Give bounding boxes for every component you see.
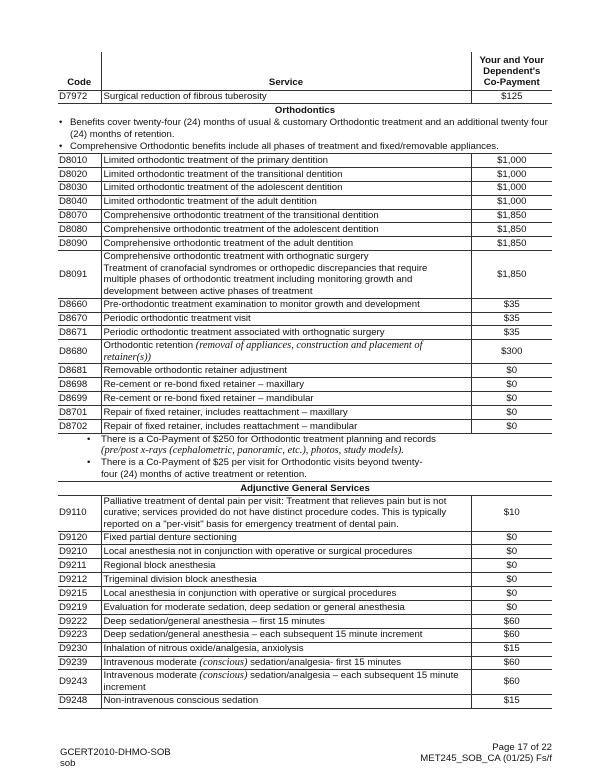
service-description: Limited orthodontic treatment of the adolescent dentition bbox=[101, 181, 471, 195]
table-row bbox=[58, 154, 552, 168]
table-header-row bbox=[58, 52, 552, 90]
procedure-code: D8680 bbox=[58, 340, 101, 364]
table-row bbox=[58, 587, 552, 601]
procedure-code: D8091 bbox=[58, 251, 101, 298]
section-title-adjunctive: Adjunctive General Services bbox=[58, 481, 552, 495]
procedure-code: D8080 bbox=[58, 223, 101, 237]
service-description: Removable orthodontic retainer adjustment bbox=[101, 364, 471, 378]
table-row bbox=[58, 531, 552, 545]
copay-amount: $1,850 bbox=[471, 209, 552, 223]
table-row bbox=[58, 392, 552, 406]
service-description: Deep sedation/general anesthesia – first 15 minutes bbox=[101, 614, 471, 628]
procedure-code: D8699 bbox=[58, 392, 101, 406]
table-row bbox=[58, 167, 552, 181]
table-row bbox=[58, 209, 552, 223]
table-row bbox=[58, 628, 552, 642]
service-text: Intravenous moderate bbox=[103, 670, 197, 682]
procedure-code: D9230 bbox=[58, 642, 101, 656]
service-description: Local anesthesia not in conjunction with operative or surgical procedures bbox=[101, 545, 471, 559]
copay-amount: $0 bbox=[471, 559, 552, 573]
table-row bbox=[58, 251, 552, 298]
procedure-code: D9110 bbox=[58, 495, 101, 531]
service-italic-note: (conscious) bbox=[199, 670, 248, 682]
procedure-code: D8010 bbox=[58, 154, 101, 168]
copay-amount: $1,000 bbox=[471, 167, 552, 181]
service-description: Regional block anesthesia bbox=[101, 559, 471, 573]
procedure-code: D9239 bbox=[58, 656, 101, 670]
copay-amount: $1,850 bbox=[471, 237, 552, 251]
footer-right bbox=[420, 743, 552, 764]
table-row bbox=[58, 406, 552, 420]
copay-amount: $1,000 bbox=[471, 181, 552, 195]
service-text: sedation/analgesia – each subsequent 15 minute increment bbox=[103, 670, 459, 694]
table-row bbox=[58, 223, 552, 237]
table-row bbox=[58, 545, 552, 559]
table-row bbox=[58, 656, 552, 670]
procedure-code: D9211 bbox=[58, 559, 101, 573]
column-header-copayment bbox=[471, 52, 552, 90]
table-row bbox=[58, 364, 552, 378]
service-description: Repair of fixed retainer, includes reattachment – mandibular bbox=[101, 420, 471, 434]
copay-amount: $0 bbox=[471, 587, 552, 601]
table-row bbox=[58, 312, 552, 326]
procedure-code: D9210 bbox=[58, 545, 101, 559]
service-description: Limited orthodontic treatment of the transitional dentition bbox=[101, 167, 471, 181]
service-description: Inhalation of nitrous oxide/analgesia, anxiolysis bbox=[101, 642, 471, 656]
table-row bbox=[58, 495, 552, 531]
footer-left bbox=[60, 748, 171, 769]
copay-amount: $1,000 bbox=[471, 154, 552, 168]
table-row bbox=[58, 90, 552, 104]
copay-amount: $0 bbox=[471, 420, 552, 434]
service-description: Re-cement or re-bond fixed retainer – maxillary bbox=[101, 378, 471, 392]
service-description: Re-cement or re-bond fixed retainer – mandibular bbox=[101, 392, 471, 406]
bullet-item: • Benefits cover twenty-four (24) months of usual & customary Orthodontic treatment and an additional twenty four (24) months of retention. bbox=[58, 117, 552, 139]
table-row bbox=[58, 340, 552, 364]
service-description: Repair of fixed retainer, includes reattachment – maxillary bbox=[101, 406, 471, 420]
copay-amount: $15 bbox=[471, 694, 552, 708]
service-description bbox=[101, 340, 471, 364]
procedure-code: D8030 bbox=[58, 181, 101, 195]
copay-header-line1: Your and Your bbox=[479, 54, 544, 66]
table-row bbox=[58, 670, 552, 694]
benefits-schedule-page bbox=[58, 52, 552, 709]
copay-amount: $60 bbox=[471, 670, 552, 694]
procedure-code: D8020 bbox=[58, 167, 101, 181]
table-row bbox=[58, 181, 552, 195]
service-italic-note: (conscious) bbox=[199, 657, 248, 669]
procedure-code: D9223 bbox=[58, 628, 101, 642]
table-row bbox=[58, 642, 552, 656]
service-description: Comprehensive orthodontic treatment of the transitional dentition bbox=[101, 209, 471, 223]
table-row bbox=[58, 573, 552, 587]
orthodontics-notes bbox=[58, 434, 438, 480]
procedure-code: D8660 bbox=[58, 298, 101, 312]
copay-amount: $125 bbox=[471, 90, 552, 104]
table-row bbox=[58, 378, 552, 392]
service-description: Pre-orthodontic treatment examination to monitor growth and development bbox=[101, 298, 471, 312]
procedure-code: D9222 bbox=[58, 614, 101, 628]
copay-amount: $35 bbox=[471, 326, 552, 340]
service-description: Evaluation for moderate sedation, deep sedation or general anesthesia bbox=[101, 600, 471, 614]
service-description: Periodic orthodontic treatment visit bbox=[101, 312, 471, 326]
procedure-code: D9248 bbox=[58, 694, 101, 708]
copay-amount: $15 bbox=[471, 642, 552, 656]
copay-amount: $60 bbox=[471, 656, 552, 670]
service-text: Orthodontic retention bbox=[103, 340, 194, 352]
service-description: Periodic orthodontic treatment associated with orthognatic surgery bbox=[101, 326, 471, 340]
procedure-code: D9212 bbox=[58, 573, 101, 587]
copay-amount: $1,000 bbox=[471, 195, 552, 209]
procedure-code: D8698 bbox=[58, 378, 101, 392]
copay-amount: $0 bbox=[471, 545, 552, 559]
service-italic-note: (removal of appliances, construction and placement of retainer(s)) bbox=[103, 340, 423, 363]
copay-amount: $0 bbox=[471, 531, 552, 545]
copay-header-line2: Dependent's bbox=[483, 65, 541, 77]
service-description bbox=[101, 251, 471, 298]
copay-amount: $60 bbox=[471, 614, 552, 628]
page-number: Page 17 of 22 bbox=[492, 742, 552, 753]
table-row bbox=[58, 694, 552, 708]
procedure-code: D8040 bbox=[58, 195, 101, 209]
copay-amount: $0 bbox=[471, 406, 552, 420]
copay-amount: $35 bbox=[471, 312, 552, 326]
service-description: Surgical reduction of fibrous tuberosity bbox=[101, 90, 471, 104]
service-line: Comprehensive orthodontic treatment with orthognatic surgery bbox=[103, 251, 369, 263]
table-row bbox=[58, 600, 552, 614]
form-code: MET245_SOB_CA (01/25) Fs/f bbox=[420, 752, 552, 764]
service-description: Non-intravenous conscious sedation bbox=[101, 694, 471, 708]
procedure-code: D8702 bbox=[58, 420, 101, 434]
copay-amount: $35 bbox=[471, 298, 552, 312]
procedure-code: D8670 bbox=[58, 312, 101, 326]
note-italic: (pre/post x-rays (cephalometric, panoramic, etc.), photos, study models). bbox=[101, 445, 404, 457]
procedure-code: D8070 bbox=[58, 209, 101, 223]
copay-amount: $0 bbox=[471, 600, 552, 614]
note-item bbox=[58, 457, 438, 479]
table-row bbox=[58, 298, 552, 312]
document-type: sob bbox=[60, 757, 76, 769]
service-description: Palliative treatment of dental pain per visit: Treatment that relieves pain but is not curative; services provided do not have distinct procedure codes. This is typically reported on a "per-visit" basis for emergency treatment of dental pain. bbox=[101, 495, 471, 531]
table-row bbox=[58, 195, 552, 209]
document-id: GCERT2010-DHMO-SOB bbox=[60, 747, 171, 758]
table-row bbox=[58, 614, 552, 628]
copay-amount: $10 bbox=[471, 495, 552, 531]
copay-amount: $0 bbox=[471, 378, 552, 392]
table-row bbox=[58, 326, 552, 340]
note-text: There is a Co-Payment of $250 for Orthodontic treatment planning and records bbox=[101, 433, 436, 445]
procedure-code: D8671 bbox=[58, 326, 101, 340]
service-description: Trigeminal division block anesthesia bbox=[101, 573, 471, 587]
orthodontics-table bbox=[58, 153, 552, 434]
procedure-code: D9120 bbox=[58, 531, 101, 545]
column-header-code: Code bbox=[67, 76, 92, 88]
table-row bbox=[58, 420, 552, 434]
note-text: There is a Co-Payment of $25 per visit for Orthodontic visits beyond twenty-four (24) months of active treatment or retention. bbox=[101, 457, 423, 480]
service-description: Limited orthodontic treatment of the adult dentition bbox=[101, 195, 471, 209]
copay-header-line3: Co-Payment bbox=[483, 77, 540, 89]
procedure-code: D9243 bbox=[58, 670, 101, 694]
service-description: Comprehensive orthodontic treatment of the adult dentition bbox=[101, 237, 471, 251]
service-description bbox=[101, 670, 471, 694]
service-description: Limited orthodontic treatment of the primary dentition bbox=[101, 154, 471, 168]
procedure-code: D8681 bbox=[58, 364, 101, 378]
service-description: Fixed partial denture sectioning bbox=[101, 531, 471, 545]
service-description: Comprehensive orthodontic treatment of the adolescent dentition bbox=[101, 223, 471, 237]
service-text: Intravenous moderate bbox=[103, 657, 197, 669]
copay-amount: $1,850 bbox=[471, 251, 552, 298]
copay-amount: $0 bbox=[471, 364, 552, 378]
service-text: sedation/analgesia- first 15 minutes bbox=[250, 657, 402, 669]
table-row bbox=[58, 237, 552, 251]
procedure-code: D8090 bbox=[58, 237, 101, 251]
orthodontics-bullets bbox=[58, 117, 552, 152]
column-header-service: Service bbox=[101, 52, 471, 90]
service-description: Local anesthesia in conjunction with operative or surgical procedures bbox=[101, 587, 471, 601]
adjunctive-table bbox=[58, 495, 552, 709]
procedure-code: D9215 bbox=[58, 587, 101, 601]
note-item bbox=[58, 434, 438, 456]
copay-amount: $0 bbox=[471, 392, 552, 406]
service-description: Deep sedation/general anesthesia – each subsequent 15 minute increment bbox=[101, 628, 471, 642]
copay-amount: $1,850 bbox=[471, 223, 552, 237]
bullet-item: • Comprehensive Orthodontic benefits include all phases of treatment and fixed/removable appliances. bbox=[58, 141, 552, 152]
section-title-orthodontics: Orthodontics bbox=[274, 105, 336, 117]
copay-amount: $300 bbox=[471, 340, 552, 364]
procedure-code: D7972 bbox=[58, 90, 101, 104]
service-description bbox=[101, 656, 471, 670]
table-row bbox=[58, 559, 552, 573]
copay-amount: $0 bbox=[471, 573, 552, 587]
procedure-code: D9219 bbox=[58, 600, 101, 614]
header-and-top-table bbox=[58, 52, 552, 104]
procedure-code: D8701 bbox=[58, 406, 101, 420]
copay-amount: $60 bbox=[471, 628, 552, 642]
service-line: Treatment of cranofacial syndromes or orthopedic discrepancies that require multiple phases of orthodontic treatment including monitoring growth and development between active phases of treatment bbox=[103, 262, 428, 298]
